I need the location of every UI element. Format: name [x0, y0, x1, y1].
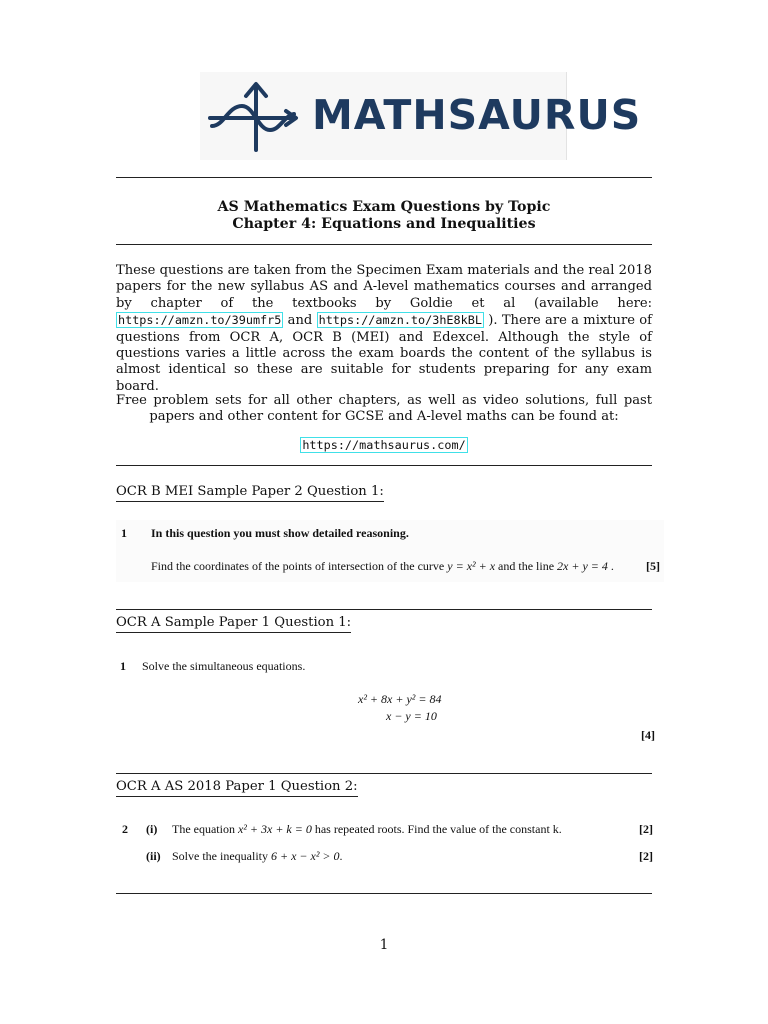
section-heading-1: OCR B MEI Sample Paper 2 Question 1: [116, 483, 384, 502]
mathsaurus-logo-icon [208, 80, 304, 152]
question-instruction: In this question you must show detailed reasoning. [151, 526, 409, 540]
textbook-link-1[interactable]: https://amzn.to/39umfr5 [118, 313, 282, 328]
logo-wordmark: MATHSAURUS [312, 91, 642, 139]
textbook-link-2[interactable]: https://amzn.to/3hE8kBL [318, 313, 482, 328]
intro-paragraph [116, 263, 652, 395]
question-text-after: . [607, 559, 614, 573]
question-text-mid: and the line [495, 559, 558, 573]
chapter-title: Chapter 4: Equations and Inequalities [232, 216, 536, 232]
question-text [151, 559, 614, 574]
section-heading-3: OCR A AS 2018 Paper 1 Question 2: [116, 778, 358, 797]
equation-1 [358, 692, 441, 707]
intro-text-2: ). There are a mixture of questions from OCR A, OCR B (MEI) and Edexcel. Although the style of questions varies a little across the exam boards the content of the syllabus is almost identical so these are suitable for students preparing for any exam board. [116, 313, 652, 394]
part-ii-inequality: 6 + x − x² > 0 [270, 849, 340, 863]
divider [116, 177, 652, 178]
part-label-ii: (ii) [146, 849, 161, 863]
part-label-i: (i) [146, 822, 158, 836]
website-link-row [116, 437, 652, 454]
part-i-text [172, 822, 562, 837]
marks-badge: [5] [646, 559, 660, 573]
question-number: 1 [121, 526, 127, 540]
equation-2-text: x − y = 10 [386, 709, 437, 723]
part-ii-text [172, 849, 343, 864]
part-ii-text-before: Solve the inequality [172, 849, 271, 863]
line-equation: 2x + y = 4 [557, 559, 608, 573]
free-resources-text: Free problem sets for all other chapters, as well as video solutions, full past papers and other content for GCSE and A-level maths can be found at: [116, 393, 652, 425]
equation-2 [386, 709, 437, 724]
question-number: 2 [122, 822, 128, 836]
marks-badge: [4] [641, 728, 655, 742]
section-heading-2: OCR A Sample Paper 1 Question 1: [116, 614, 351, 633]
mathsaurus-website-link[interactable]: https://mathsaurus.com/ [302, 438, 466, 452]
divider [116, 244, 652, 245]
intro-and: and [283, 313, 317, 329]
divider [116, 773, 652, 774]
equation-1-text: x² + 8x + y² = 84 [358, 692, 442, 706]
question-number: 1 [120, 659, 126, 673]
part-ii-text-after: . [339, 849, 343, 863]
part-i-text-after: has repeated roots. Find the value of the constant k. [311, 822, 562, 836]
divider [116, 609, 652, 610]
part-i-equation: x² + 3x + k = 0 [237, 822, 312, 836]
divider [116, 465, 652, 466]
intro-text-1: These questions are taken from the Specimen Exam materials and the real 2018 papers for the new syllabus AS and A-level mathematics courses and arranged by chapter of the textbooks by Goldie et al (available here: [116, 263, 652, 311]
document-title: AS Mathematics Exam Questions by Topic [217, 199, 551, 215]
curve-equation: y = x² + x [447, 559, 496, 573]
divider [116, 893, 652, 894]
marks-badge: [2] [639, 849, 653, 863]
part-i-text-before: The equation [172, 822, 238, 836]
question-text-before: Find the coordinates of the points of intersection of the curve [151, 559, 448, 573]
page-number: 1 [379, 937, 389, 953]
marks-badge: [2] [639, 822, 653, 836]
free-resources-paragraph [116, 393, 652, 426]
question-instruction: Solve the simultaneous equations. [142, 659, 306, 673]
